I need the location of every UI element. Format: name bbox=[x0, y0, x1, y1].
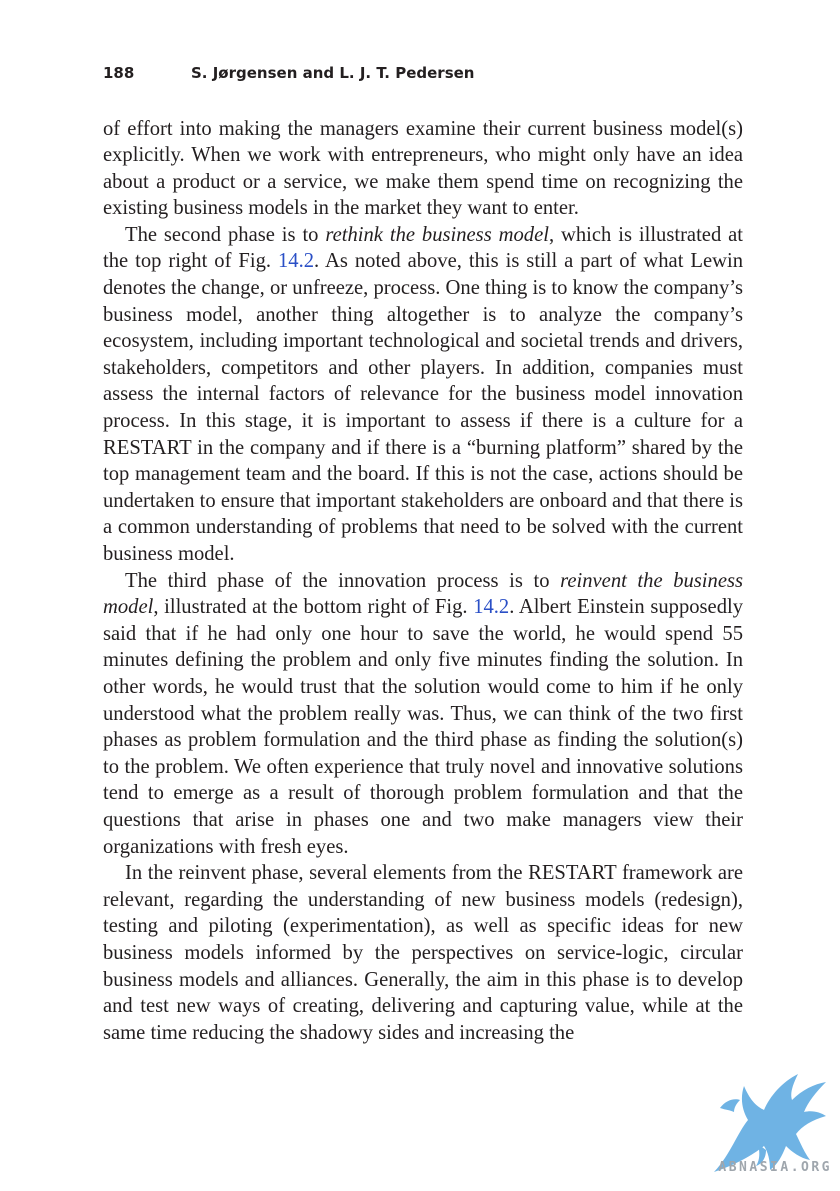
figure-reference-link[interactable]: 14.2 bbox=[473, 596, 510, 619]
emphasis-text: reinvent the business model bbox=[103, 569, 743, 619]
paragraph bbox=[103, 222, 743, 568]
running-header bbox=[103, 64, 474, 82]
text-segment: . As noted above, this is still a part of what Lewin denotes the change, or unfreeze, process. One thing is to know the company’s business model, another thing altogether is to analyze the company’s ecosystem, including important technological and societal trends and drivers, stakeholders, competitors and other players. In addition, companies must assess the internal factors of relevance for the business model innovation process. In this stage, it is important to assess if there is a culture for a RESTART in the company and if there is a “burning platform” shared by the top management team and the board. If this is not the case, actions should be undertaken to ensure that important stakeholders are onboard and that there is a common understanding of problems that need to be solved with the current business model. bbox=[103, 250, 743, 565]
paragraph bbox=[103, 568, 743, 861]
paragraph bbox=[103, 860, 743, 1046]
text-segment: The third phase of the innovation process is to bbox=[125, 569, 561, 592]
watermark: ABNASIA.ORG bbox=[718, 1160, 832, 1175]
figure-reference-link[interactable]: 14.2 bbox=[277, 250, 315, 273]
page-number: 188 bbox=[103, 64, 135, 82]
running-header-authors: S. Jørgensen and L. J. T. Pedersen bbox=[191, 64, 475, 82]
text-segment: , which is illustrated at the top right of Fig. bbox=[103, 223, 744, 273]
text-segment: , illustrated at the bottom right of Fig. bbox=[153, 596, 474, 619]
paragraph bbox=[103, 116, 743, 222]
text-segment: . Albert Einstein supposedly said that if he had only one hour to save the world, he would spend 55 minutes defining the problem and only five minutes finding the solution. In other words, he would trust that the solution would come to him if he only understood what the problem really was. Thus, we can think of the two first phases as problem formulation and the third phase as finding the solution(s) to the problem. We often experience that truly novel and innovative solutions tend to emerge as a result of thorough problem formulation and that the questions that arise in phases one and two make managers view their organizations with fresh eyes. bbox=[103, 596, 744, 858]
emphasis-text: rethink the business model bbox=[325, 223, 549, 246]
text-segment: In the reinvent phase, several elements from the RESTART framework are relevant, regarding the understanding of new business models (redesign), testing and piloting (experimentation), as well as specific ideas for new business models informed by the perspectives on service-logic, circular business models and alliances. Generally, the aim in this phase is to develop and test new ways of creating, delivering and capturing value, while at the same time reducing the shadowy sides and increasing the bbox=[103, 862, 743, 1044]
text-segment: The second phase is to bbox=[125, 223, 326, 246]
text-segment: of effort into making the managers examine their current business model(s) explicitly. When we work with entrepreneurs, who might only have an idea about a product or a service, we make them spend time on recognizing the existing business models in the market they want to enter. bbox=[103, 117, 743, 220]
body-text bbox=[103, 116, 743, 1047]
